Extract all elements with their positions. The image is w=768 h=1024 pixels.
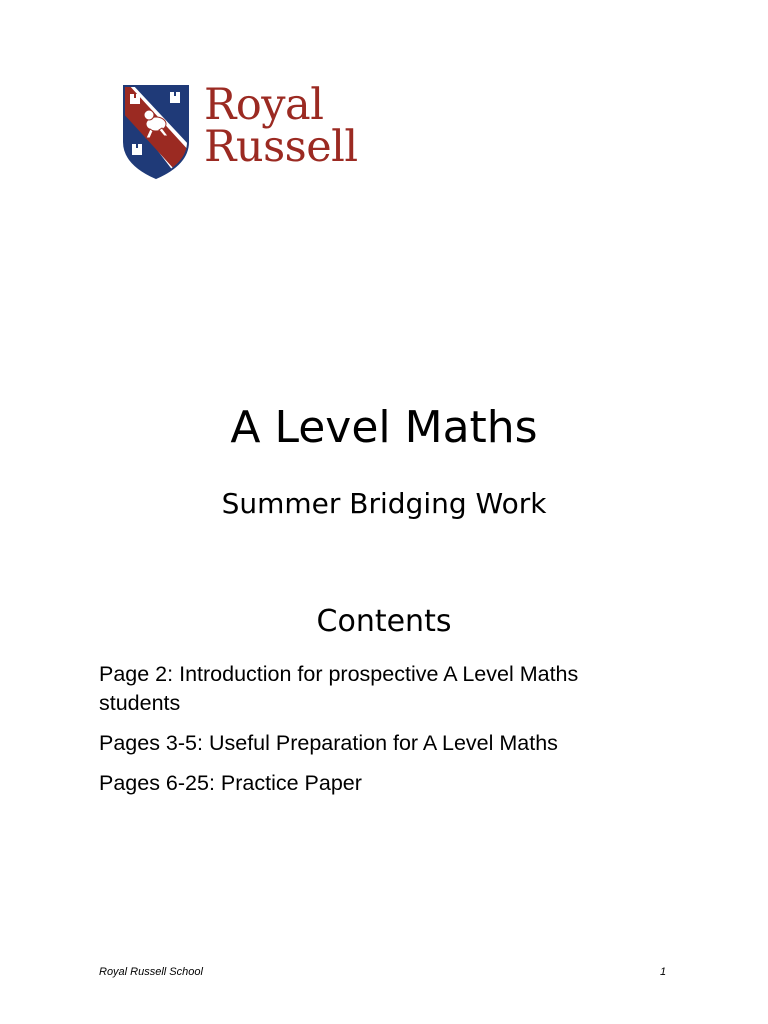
document-subtitle: Summer Bridging Work bbox=[221, 487, 547, 520]
wordmark-line-1: Royal bbox=[204, 80, 324, 130]
contents-item: Page 2: Introduction for prospective A Level Maths students bbox=[99, 662, 579, 715]
footer-school-name: Royal Russell School bbox=[99, 966, 203, 978]
wordmark-line-2: Russell bbox=[204, 122, 358, 172]
footer-page-number: 1 bbox=[660, 966, 667, 978]
school-logo bbox=[120, 80, 360, 184]
school-wordmark bbox=[204, 80, 358, 172]
contents-item: Pages 6-25: Practice Paper bbox=[99, 771, 362, 795]
contents-item: Pages 3-5: Useful Preparation for A Level Maths bbox=[99, 731, 558, 755]
contents-list bbox=[99, 660, 659, 809]
school-crest-icon bbox=[122, 84, 190, 180]
contents-heading: Contents bbox=[316, 604, 452, 639]
document-title: A Level Maths bbox=[230, 402, 538, 453]
